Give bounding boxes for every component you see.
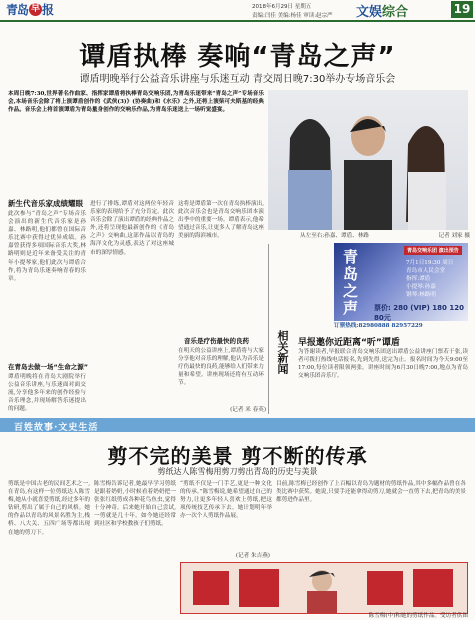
- issue-date: 2018年6月29日 星期五: [252, 4, 312, 10]
- lead-headline: 谭盾执棒 奏响“青岛之声”: [79, 42, 396, 72]
- side-body: 为答谢读者,早报联合青岛交响乐团送出谭盾公益讲座门票若干张,读者可拨打热线电话报名,先到先得,送完为止。报名时间为今天9:00至17:00,每位读者限领两张。讲座时间为6月30日晚7:00,地点为青岛交响乐团音乐厅。: [298, 349, 468, 380]
- papercut-photo: [180, 562, 468, 614]
- lead-col1: 此次参与“青岛之声”专场音乐会演出的新生代音乐家是孙嘉、林路明,他们都曾在国际音乐比赛中获得过优异成绩。孙嘉曾获得多项国际音乐大奖,林路明则是近年来备受关注的青年小提琴家,他们此次与谭盾合作,将为青岛乐迷奏响青春的乐章。: [8, 211, 86, 282]
- page-number: 19: [451, 1, 473, 18]
- header-rule: [0, 20, 475, 22]
- poster-prices: 票价: 280 (VIP) 180 120 80元: [374, 304, 464, 322]
- column-rule: [268, 244, 269, 414]
- lower-col3: “剪纸不仅是一门手艺,更是一种文化的传承。”陈雪梅说,她希望通过自己的努力,让更多年轻人喜欢上剪纸,把这项传统技艺传承下去。她计划明年举办一次个人剪纸作品展。: [180, 481, 272, 520]
- papercut-illustration: [181, 563, 467, 613]
- lower-col2: 陈雪梅告诉记者,她最早学习剪纸是跟着奶奶,小时候看着奶奶把一张张红纸剪成各种花鸟鱼虫,觉得十分神奇。后来她开始自己尝试,一剪就是几十年。如今她还经常到社区和学校教孩子们剪纸。: [94, 481, 176, 528]
- section-name: 文娱: [356, 5, 383, 20]
- lower-col1: 剪纸是中国古老的民间艺术之一,在青岛,有这样一位剪纸达人陈雪梅,她从小就喜爱剪纸,经过多年的钻研,剪出了属于自己的风格。她的作品以青岛的风景名胜为主,栈桥、八大关、五四广场等都出现在她的剪刀下。: [8, 481, 90, 536]
- section-label: [356, 1, 408, 20]
- lower-headline: 剪不完的美景 剪不断的传承: [107, 444, 368, 468]
- poster-role-2: 小提琴:孙嘉: [406, 284, 436, 290]
- portrait-caption: 从左至右:孙嘉、谭盾、林路: [300, 233, 370, 239]
- poster-hotline: 订票热线:82980888 82957229: [334, 323, 423, 329]
- lead-col1-b: 谭盾明晚将在青岛大剧院举行公益音乐讲座,与乐迷面对面交流,分享他多年来的创作经验与音乐理念,并现场解答乐迷提出的问题。: [8, 374, 86, 413]
- side-headline: 早报邀你近距离“听”谭盾: [298, 338, 400, 348]
- poster-role-1: 指挥:谭盾: [406, 276, 431, 282]
- lead-intro: 本周日晚7:30,世界著名作曲家、指挥家谭盾将执棒青岛交响乐团,为青岛乐迷带来“青岛之声”专场音乐会,本场音乐会除了将上演谭盾创作的《武侠(3)》(协奏曲)和《水乐》之外,还将上演柴可夫斯基的经典作品。音乐会上将首演谭盾为青岛量身创作的交响乐作品,为青岛乐迷送上一场听觉盛宴。: [8, 91, 264, 114]
- newspaper-logo: [6, 2, 53, 17]
- lower-subheadline: 剪纸达人陈雪梅用剪刀剪出青岛的历史与美景: [157, 467, 318, 476]
- logo-text-1: 青岛: [6, 3, 29, 17]
- lead-col2: 进行了排练,谭盾对这两位年轻音乐家的表现给予了充分肯定。此次音乐会除了演出谭盾的经典作品之外,还将呈现他最新创作的《青岛之声》交响曲,这部作品以青岛的海洋文化为灵感,表达了对这座城市的深厚情感。: [90, 201, 174, 256]
- lower-col4: 目前,陈雪梅已经创作了上百幅以青岛为题材的剪纸作品,其中多幅作品曾在各类比赛中获奖。她说,只要手还能拿得动剪刀,她就会一直剪下去,把青岛的美景都剪进作品里。: [276, 481, 466, 504]
- concert-poster: [334, 243, 468, 321]
- side-vertical-title: 相关新闻: [276, 330, 289, 374]
- portrait-credit: 记者 刘家 摄: [438, 233, 470, 239]
- poster-title: 青岛之声: [341, 249, 359, 317]
- section-name-2: 综合: [382, 5, 409, 20]
- band-title: 百姓故事·文史生活: [14, 423, 99, 433]
- logo-badge: 早: [31, 4, 41, 14]
- poster-date: 7月1日19:30 周日: [406, 260, 454, 266]
- lead-subheadline: 谭盾明晚举行公益音乐讲座与乐迷互动 青交周日晚7:30举办专场音乐会: [79, 74, 396, 85]
- staff-line: 责编:闫佳 美编:杨佳 审读:赵宗严: [252, 13, 333, 19]
- poster-venue: 青岛市人民会堂: [406, 268, 446, 274]
- lead-col3-b: 在明天的公益讲座上,谭盾将与大家分享他对音乐的理解,他认为音乐是疗伤最快的良药,能够给人们带来力量和希望。讲座现场还将有互动环节。: [178, 348, 264, 387]
- lower-byline: (记者 朱吉燕): [235, 553, 270, 559]
- subhead-music: 音乐是疗伤最快的良药: [184, 337, 249, 345]
- subhead-new-generation: 新生代音乐家成绩耀眼: [8, 199, 83, 208]
- subhead-academy: 在青岛去做一场“生命之源”: [8, 363, 89, 371]
- papercut-caption: 陈雪梅(中)和她的剪纸作品。受访者供图: [368, 613, 468, 619]
- portrait-illustration: [268, 90, 468, 230]
- lead-byline: (记者 米 春英): [230, 407, 266, 413]
- poster-role-3: 钢琴:林路明: [406, 292, 436, 298]
- poster-top-label: 青岛交响乐团 演出预告: [404, 246, 462, 255]
- portrait-photo: [268, 90, 468, 230]
- lead-col3: 这将是谭盾第一次在青岛执棒演出,此次音乐会也是青岛交响乐团本演出季中的重要一场。谭盾表示,他希望通过音乐,让更多人了解青岛这座美丽的海滨城市。: [178, 201, 264, 240]
- logo-text-2: 报: [42, 3, 54, 17]
